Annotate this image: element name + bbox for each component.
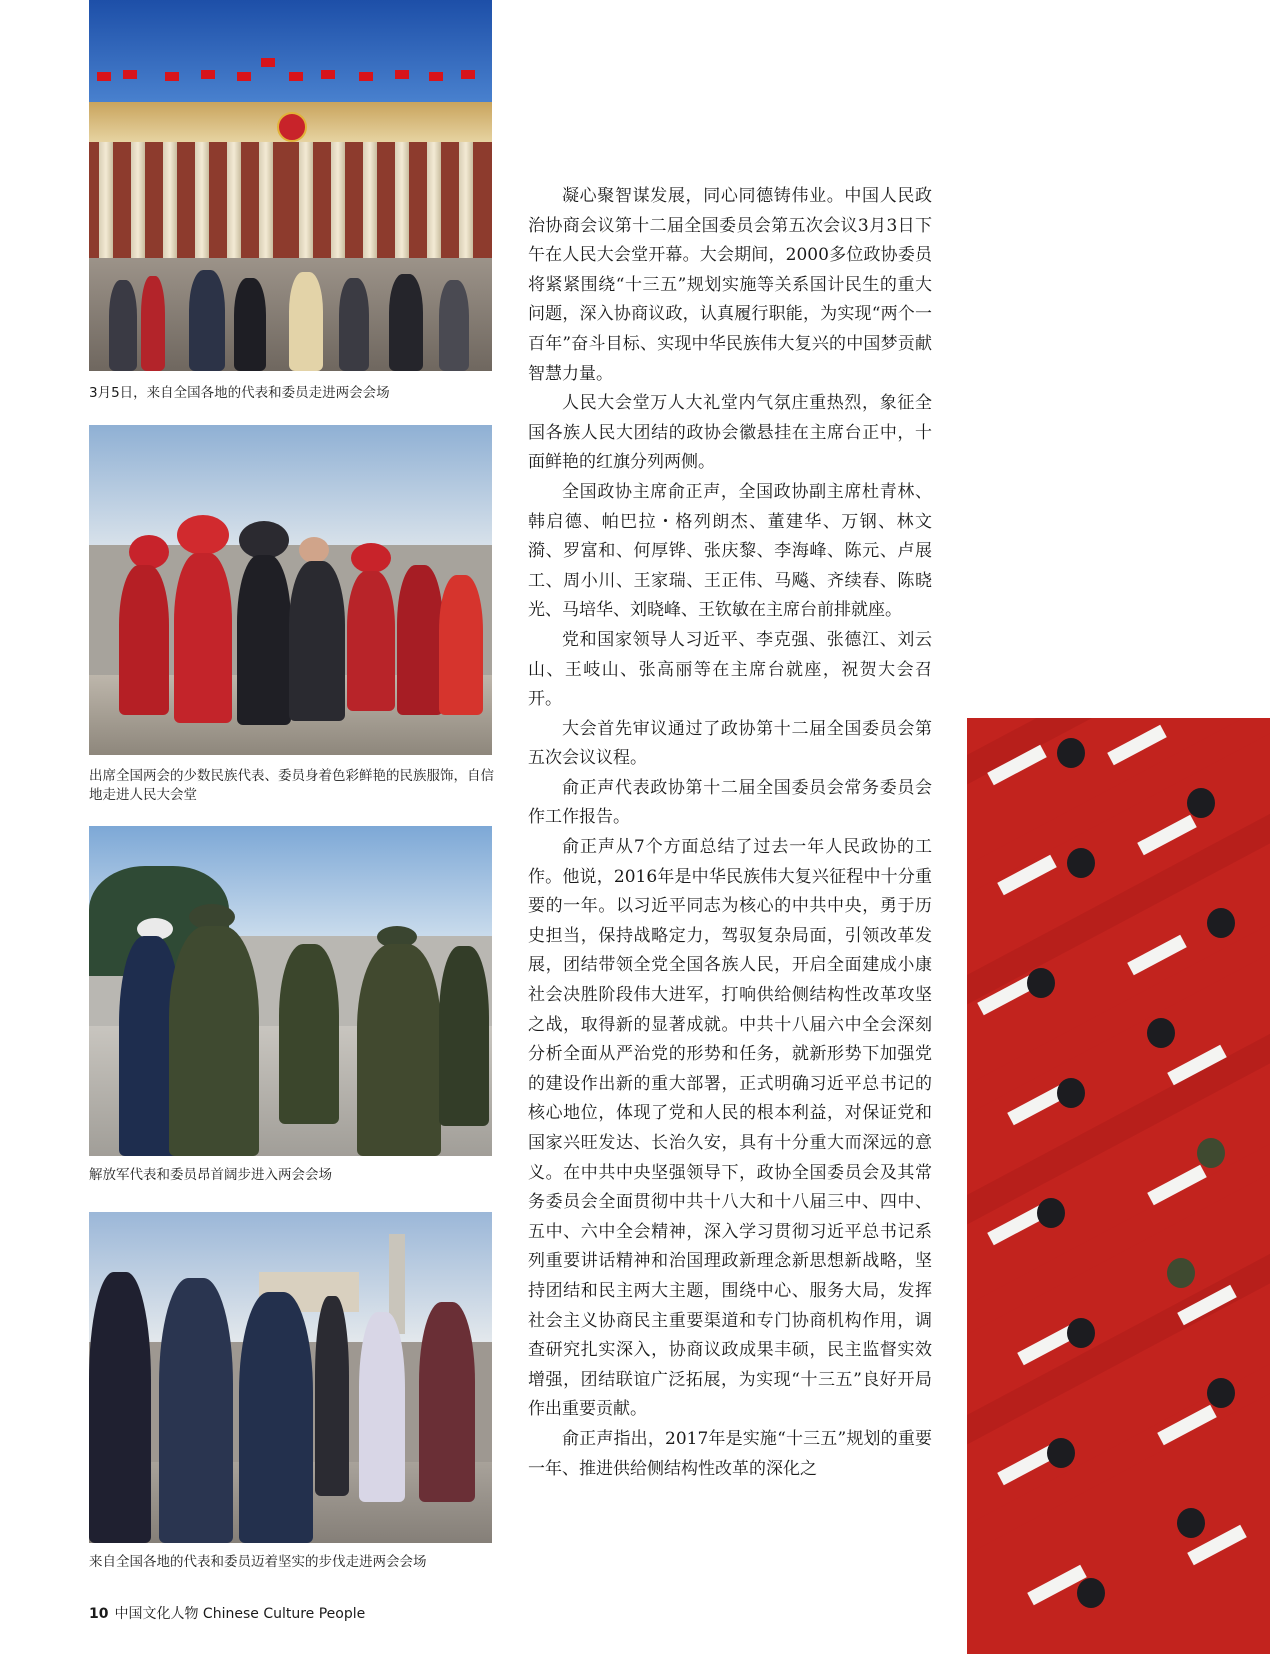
photo-caption: 3月5日，来自全国各地的代表和委员走进两会会场 [89,385,390,401]
photo-ethnic-delegates [89,425,492,755]
article-paragraph: 俞正声从7个方面总结了过去一年人民政协的工作。他说，2016年是中华民族伟大复兴征程中十分重要的一年。以习近平同志为核心的中共中央，勇于历史担当，保持战略定力，驾驭复杂局面，引领改革发展，团结带领全党全国各族人民，开启全面建成小康社会决胜阶段伟大进军，打响供给侧结构性改革攻坚之战，取得新的显著成就。中共十八届六中全会深刻分析全面从严治党的形势和任务，就新形势下加强党的建设作出新的重大部署，正式明确习近平总书记的核心地位，体现了党和人民的根本利益，对保证党和国家兴旺发达、长治久安，具有十分重大而深远的意义。在中共中央坚强领导下，政协全国委员会及其常务委员会全面贯彻中共十八大和十八届三中、四中、五中、六中全会精神，深入学习贯彻习近平总书记系列重要讲话精神和治国理政新理念新思想新战略，坚持团结和民主两大主题，围绕中心、服务大局，发挥社会主义协商民主重要渠道和专门协商机构作用，调查研究扎实深入，协商议政成果丰硕，民主监督实效增强，团结联谊广泛拓展，为实现“十三五”良好开局作出重要贡献。 [528,837,932,1420]
article-body [528,182,932,1484]
page-number: 10 [89,1606,109,1622]
article-paragraph: 凝心聚智谋发展，同心同德铸伟业。中国人民政治协商会议第十二届全国委员会第五次会议3月3日下午在人民大会堂开幕。大会期间，2000多位政协委员将紧紧围绕“十三五”规划实施等关系国计民生的重大问题，深入协商议政，认真履行职能，为实现“两个一百年”奋斗目标、实现中华民族伟大复兴的中国梦贡献智慧力量。 [528,186,932,384]
photo-caption: 出席全国两会的少数民族代表、委员身着色彩鲜艳的民族服饰，自信地走进人民大会堂 [89,768,494,803]
photo-great-hall-exterior [89,0,492,371]
article-paragraph: 俞正声指出，2017年是实施“十三五”规划的重要一年、推进供给侧结构性改革的深化之 [528,1428,932,1479]
article-paragraph: 俞正声代表政协第十二届全国委员会常务委员会作工作报告。 [528,777,932,828]
photo-caption: 来自全国各地的代表和委员迈着坚实的步伐走进两会会场 [89,1554,427,1570]
article-paragraph: 大会首先审议通过了政协第十二届全国委员会第五次会议议程。 [528,718,932,769]
photo-pla-delegates [89,826,492,1156]
magazine-name: 中国文化人物 Chinese Culture People [114,1606,366,1622]
article-paragraph: 全国政协主席俞正声，全国政协副主席杜青林、韩启德、帕巴拉・格列朗杰、董建华、万钢、林文漪、罗富和、何厚铧、张庆黎、李海峰、陈元、卢展工、周小川、王家瑞、王正伟、马飚、齐续春、陈晓光、马培华、刘晓峰、王钦敏在主席台前排就座。 [528,481,932,621]
photo-delegates-walking [89,1212,492,1543]
page-footer [89,1603,365,1623]
photo-assembly-hall-interior [967,718,1270,1654]
article-paragraph: 人民大会堂万人大礼堂内气氛庄重热烈，象征全国各族人民大团结的政协会徽悬挂在主席台正中，十面鲜艳的红旗分列两侧。 [528,393,932,473]
photo-caption: 解放军代表和委员昂首阔步进入两会会场 [89,1167,332,1183]
article-paragraph: 党和国家领导人习近平、李克强、张德江、刘云山、王岐山、张高丽等在主席台就座，祝贺大会召开。 [528,629,932,710]
